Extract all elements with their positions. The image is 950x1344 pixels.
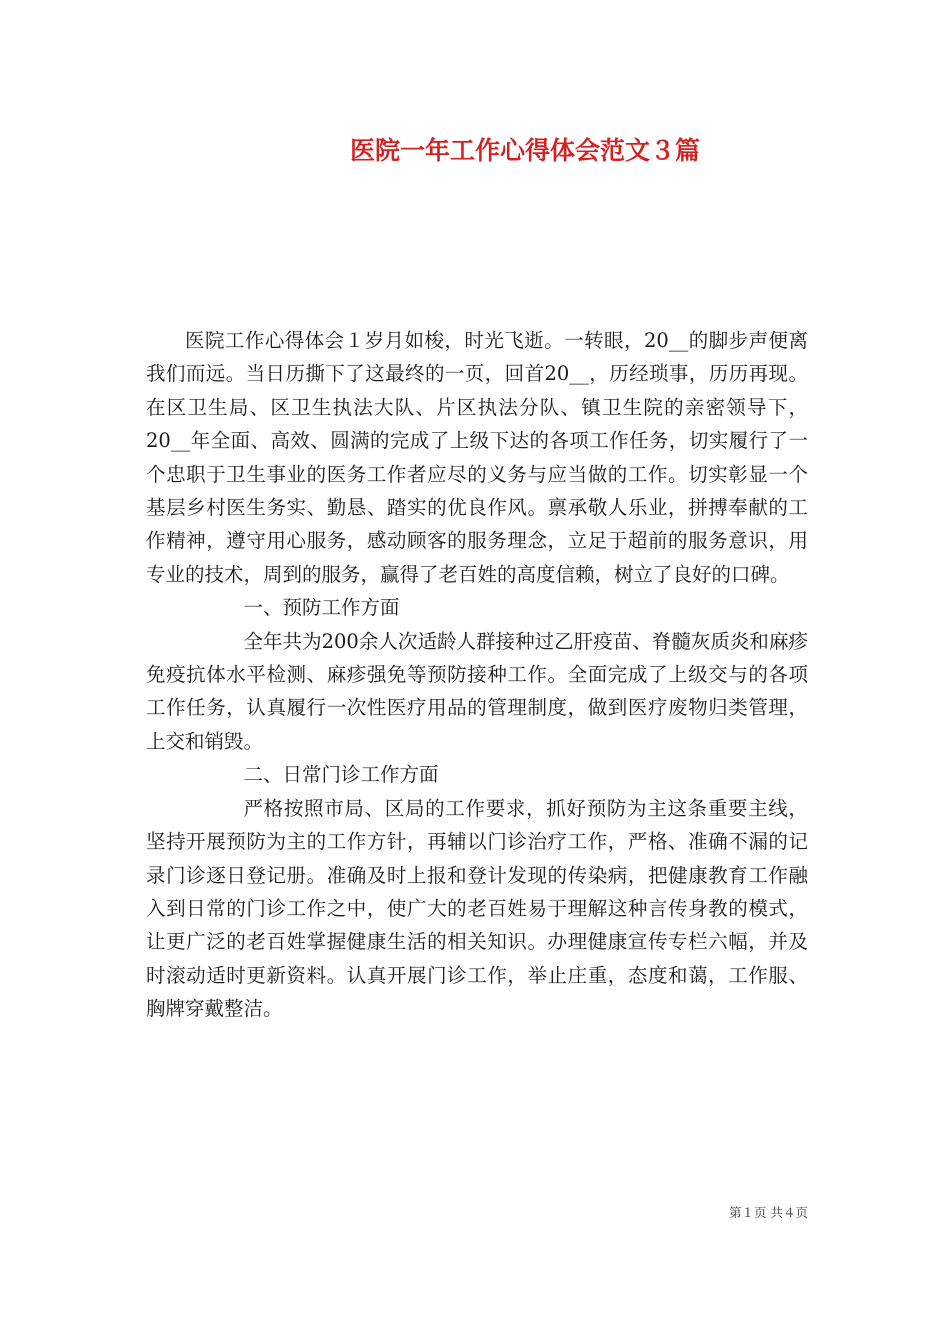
section-heading-outpatient: 二、日常门诊工作方面: [243, 763, 439, 787]
section-heading-prevention: 一、预防工作方面: [243, 596, 400, 620]
paragraph-outpatient: 严格按照市局、区局的工作要求，抓好预防为主这条重要主线，坚持开展预防为主的工作方针，再辅以门诊治疗工作，严格、准确不漏的记录门诊逐日登记册。准确及时上报和登计发现的传染病，把健康教育工作融入到日常的门诊工作之中，使广大的老百姓易于理解这种言传身教的模式，让更广泛的老百姓掌握健康生活的相关知识。办理健康宣传专栏六幅，并及时滚动适时更新资料。认真开展门诊工作，举止庄重，态度和蔼，工作服、胸牌穿戴整洁。: [146, 796, 808, 1021]
page-number-footer: 第１页 共４页: [729, 1205, 808, 1220]
paragraph-intro: 医院工作心得体会１岁月如梭，时光飞逝。一转眼，20__的脚步声便离我们而远。当日历撕下了这最终的一页，回首20__，历经琐事，历历再现。在区卫生局、区卫生执法大队、片区执法分队、镇卫生院的亲密领导下，20__年全面、高效、圆满的完成了上级下达的各项工作任务，切实履行了一个忠职于卫生事业的医务工作者应尽的义务与应当做的工作。切实彰显一个基层乡村医生务实、勤恳、踏实的优良作风。禀承敬人乐业，拼搏奉献的工作精神，遵守用心服务，感动顾客的服务理念，立足于超前的服务意识，用专业的技术，周到的服务，赢得了老百姓的高度信赖，树立了良好的口碑。: [146, 329, 808, 586]
document-body: [146, 324, 808, 1026]
paragraph-prevention: 全年共为200余人次适龄人群接种过乙肝疫苗、脊髓灰质炎和麻疹免疫抗体水平检测、麻疹强免等预防接种工作。全面完成了上级交与的各项工作任务，认真履行一次性医疗用品的管理制度，做到医疗废物归类管理，上交和销毁。: [146, 629, 808, 753]
document-title: 医院一年工作心得体会范文３篇: [349, 136, 700, 165]
